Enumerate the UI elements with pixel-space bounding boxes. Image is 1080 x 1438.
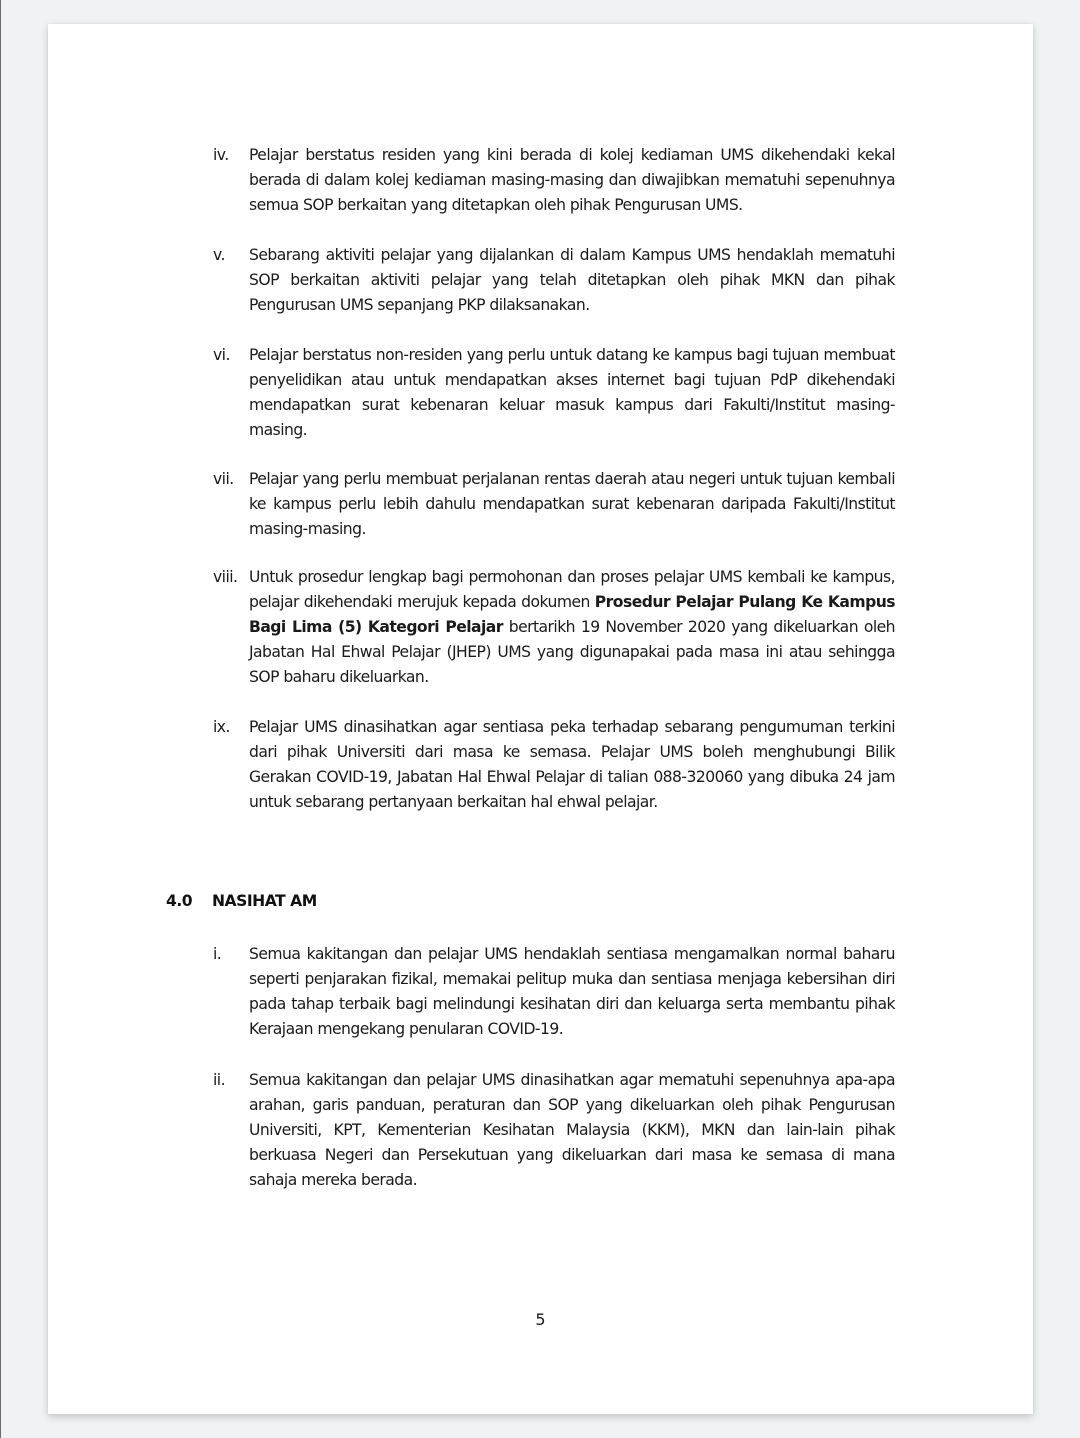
list-item-v [213, 243, 895, 318]
list-item-text: Pelajar yang perlu membuat perjalanan rentas daerah atau negeri untuk tujuan kembali ke kampus perlu lebih dahulu mendapatkan surat kebenaran daripada Fakulti/Institut masing-masing. [249, 470, 895, 538]
section-heading [166, 892, 317, 910]
list-item-viii [213, 565, 895, 690]
list-item-number: vi. [213, 346, 230, 364]
section4-item-ii [213, 1068, 895, 1193]
list-item-text: Sebarang aktiviti pelajar yang dijalankan di dalam Kampus UMS hendaklah mematuhi SOP berkaitan aktiviti pelajar yang telah ditetapkan oleh pihak MKN dan pihak Pengurusan UMS sepanjang PKP dilaksanakan. [249, 246, 895, 314]
list-item-iv [213, 143, 895, 218]
section4-item-i [213, 942, 895, 1042]
list-item-text-before: Untuk prosedur lengkap bagi permohonan dan proses pelajar UMS kembali ke kampus, pelajar dikehendaki merujuk kepada dokumen [249, 568, 895, 611]
list-item-vi [213, 343, 895, 443]
viewer-left-edge [0, 0, 1, 1438]
document-reference-title: Prosedur Pelajar Pulang Ke Kampus Bagi Lima (5) Kategori Pelajar [249, 593, 895, 636]
list-item-text: Pelajar UMS dinasihatkan agar sentiasa peka terhadap sebarang pengumuman terkini dari pihak Universiti dari masa ke semasa. Pelajar UMS boleh menghubungi Bilik Gerakan COVID-19, Jabatan Hal Ehwal Pelajar di talian 088-320060 yang dibuka 24 jam untuk sebarang pertanyaan berkaitan hal ehwal pelajar. [249, 718, 895, 811]
list-item-number: vii. [213, 470, 234, 488]
list-item-number: ix. [213, 718, 230, 736]
list-item-vii [213, 467, 895, 542]
list-item-number: v. [213, 246, 225, 264]
list-item-text [249, 565, 895, 690]
section-number: 4.0 [166, 892, 193, 910]
document-page [48, 24, 1033, 1414]
list-item-number: iv. [213, 146, 229, 164]
section-title: NASIHAT AM [212, 892, 317, 910]
list-item-text-after: bertarikh 19 November 2020 yang dikeluarkan oleh Jabatan Hal Ehwal Pelajar (JHEP) UMS yang digunapakai pada masa ini atau sehingga SOP baharu dikeluarkan. [249, 618, 895, 686]
list-item-ix [213, 715, 895, 815]
list-item-number: ii. [213, 1071, 225, 1089]
page-number: 5 [535, 1310, 546, 1329]
list-item-text: Semua kakitangan dan pelajar UMS dinasihatkan agar mematuhi sepenuhnya apa-apa arahan, garis panduan, peraturan dan SOP yang dikeluarkan oleh pihak Pengurusan Universiti, KPT, Kementerian Kesihatan Malaysia (KKM), MKN dan lain-lain pihak berkuasa Negeri dan Persekutuan yang dikeluarkan dari masa ke semasa di mana sahaja mereka berada. [249, 1071, 895, 1189]
list-item-text: Pelajar berstatus non-residen yang perlu untuk datang ke kampus bagi tujuan membuat penyelidikan atau untuk mendapatkan akses internet bagi tujuan PdP dikehendaki mendapatkan surat kebenaran keluar masuk kampus dari Fakulti/Institut masing-masing. [249, 346, 895, 439]
list-item-text: Pelajar berstatus residen yang kini berada di kolej kediaman UMS dikehendaki kekal berada di dalam kolej kediaman masing-masing dan diwajibkan mematuhi sepenuhnya semua SOP berkaitan yang ditetapkan oleh pihak Pengurusan UMS. [249, 146, 895, 214]
list-item-number: i. [213, 945, 222, 963]
list-item-text: Semua kakitangan dan pelajar UMS hendaklah sentiasa mengamalkan normal baharu seperti penjarakan fizikal, memakai pelitup muka dan sentiasa menjaga kebersihan diri pada tahap terbaik bagi melindungi kesihatan diri dan keluarga serta membantu pihak Kerajaan mengekang penularan COVID-19. [249, 945, 895, 1038]
list-item-number: viii. [213, 568, 238, 586]
